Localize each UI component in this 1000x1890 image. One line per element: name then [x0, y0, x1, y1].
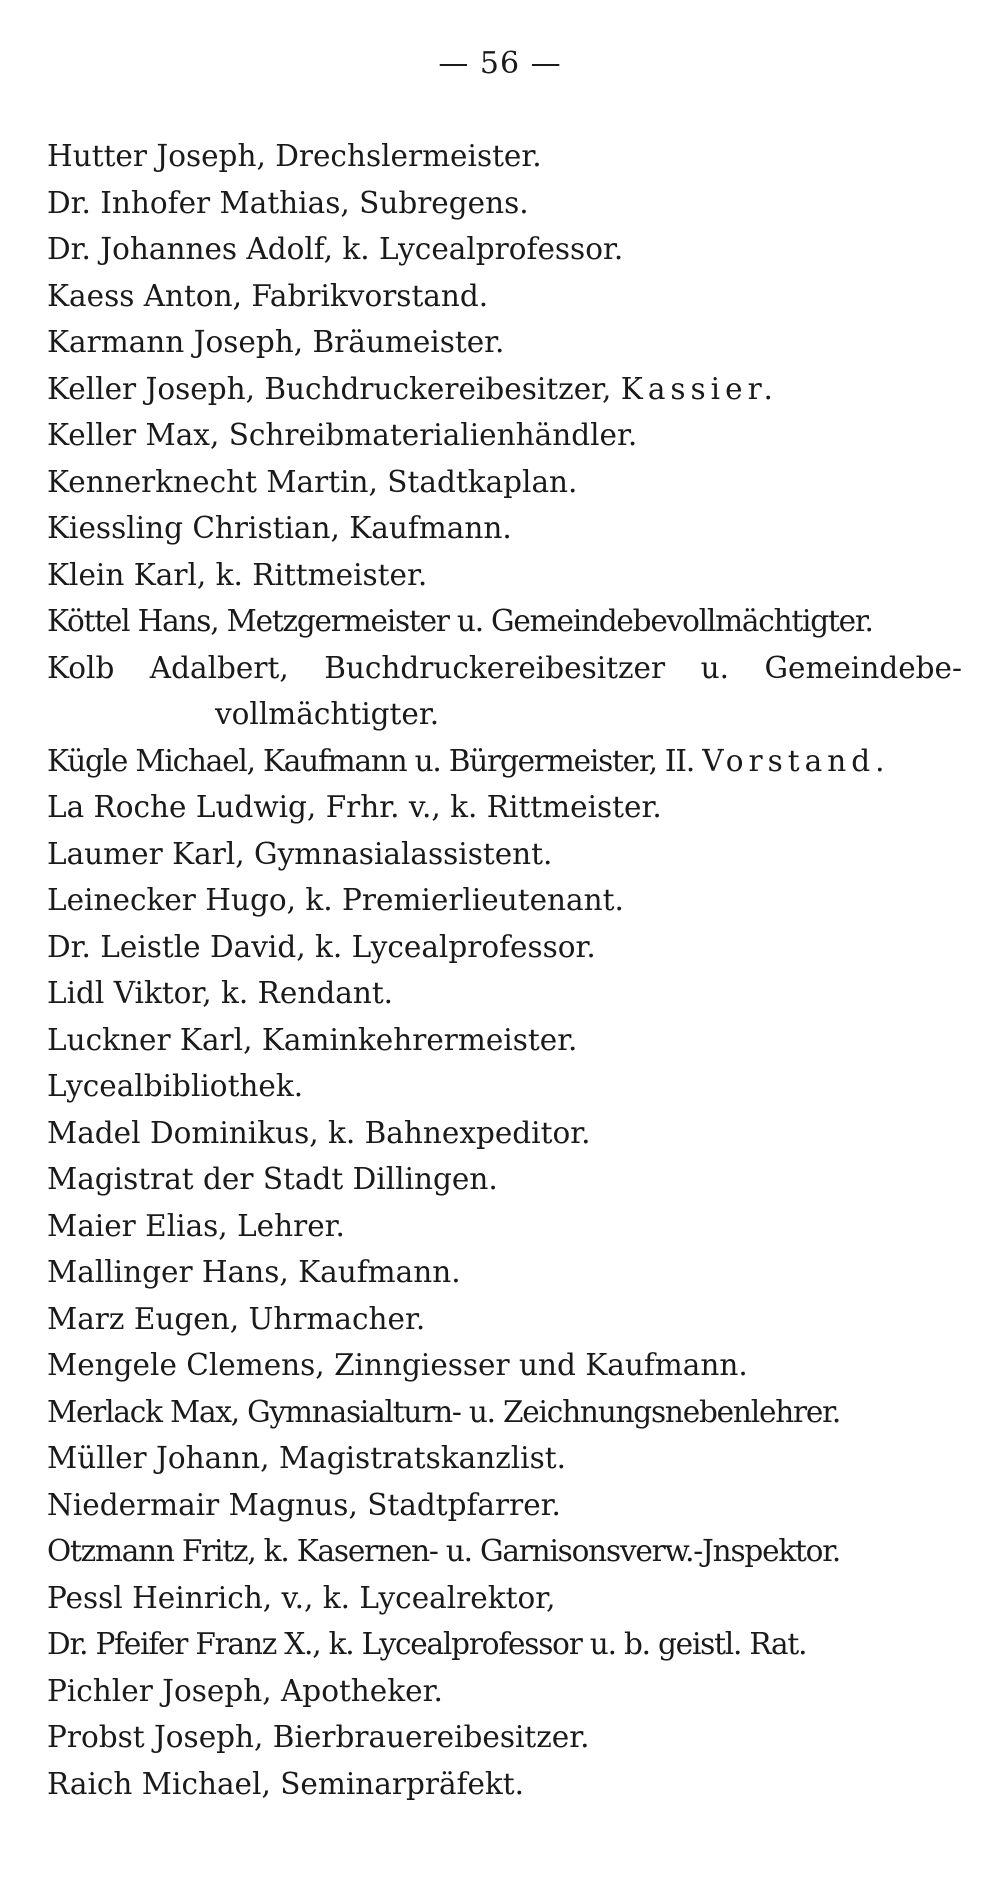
list-item [47, 1389, 962, 1436]
entry-text: Frhr. v., k. Rittmeister. [316, 790, 662, 824]
entry-name: Niedermair Magnus, [47, 1487, 358, 1522]
entry-text: k. Bahnexpeditor. [318, 1115, 591, 1150]
list-item [47, 738, 962, 785]
entry-text: Gymnasialassistent. [244, 836, 553, 871]
entry-text: Bräumeister. [303, 325, 505, 359]
entry-text: k. Rendant. [211, 976, 394, 1010]
entry-name: Lidl Viktor, [47, 976, 212, 1010]
entry-text: k. Lycealprofessor. [333, 232, 624, 266]
list-item [47, 1063, 962, 1110]
list-item [47, 459, 962, 506]
entry-text: Stadtkaplan. [377, 464, 578, 499]
entry-text: Kaufmann. [339, 511, 512, 545]
entry-text: Magistratskanzlist. [269, 1441, 566, 1475]
list-item [47, 1249, 962, 1296]
list-item [47, 1017, 962, 1064]
list-item [47, 924, 962, 971]
entry-text: Schreibmaterialienhändler. [219, 418, 638, 452]
entry-text: v., k. Lycealrektor, [272, 1580, 556, 1615]
entry-text: Buchdruckereibesitzer u. Gemeindebe- [288, 650, 962, 685]
entry-name: Pessl Heinrich, [47, 1580, 273, 1615]
list-item [47, 1296, 962, 1343]
list-item [47, 273, 962, 320]
entry-name: Dr. Leistle David, [47, 929, 306, 964]
entry-name: Raich Michael, [47, 1766, 271, 1801]
entry-name: Kennerknecht Martin, [47, 464, 378, 499]
entry-text: Seminarpräfekt. [270, 1766, 525, 1801]
entry-text: k. Lycealprofessor. [305, 929, 596, 964]
list-item [47, 1203, 962, 1250]
list-item [47, 505, 962, 552]
list-item [47, 319, 962, 366]
list-item [47, 1575, 962, 1622]
entry-name: Magistrat der Stadt Dillingen. [47, 1162, 498, 1196]
entry-text: Bierbrauereibesitzer. [263, 1720, 590, 1754]
entry-text: Buchdruckereibesitzer, [254, 371, 621, 406]
entry-text: Drechslermeister. [265, 139, 542, 173]
entry-text: Kaminkehrermeister. [252, 1022, 578, 1057]
entry-role: Kassier. [620, 371, 778, 406]
entry-name: Probst Joseph, [47, 1720, 264, 1754]
entry-name: Mallinger Hans, [47, 1255, 289, 1289]
list-item [47, 877, 962, 924]
entry-name: Merlack Max, [47, 1394, 239, 1429]
list-item [47, 1668, 962, 1715]
entry-name: Karmann Joseph, [47, 325, 304, 359]
entry-text: Fabrikvorstand. [242, 278, 489, 313]
entry-text: Kaufmann u. Bürgermeister, II. [254, 743, 703, 778]
entry-name: Keller Max, [47, 418, 220, 452]
entry-name: Köttel Hans, [47, 604, 219, 638]
entry-role: Vorstand. [702, 743, 890, 778]
entry-text: k. Kasernen- u. Garnisonsverw.-Jnspektor. [255, 1534, 841, 1568]
list-item [47, 1110, 962, 1157]
entry-name: Otzmann Fritz, [47, 1534, 256, 1568]
entry-name: Madel Dominikus, [47, 1115, 319, 1150]
list-item [47, 1156, 962, 1203]
entry-text: Stadtpfarrer. [357, 1487, 561, 1522]
entry-continuation: vollmächtigter. [215, 697, 440, 731]
entry-text: Gymnasialturn- u. Zeichnungsnebenlehrer. [238, 1394, 841, 1429]
list-item [47, 1528, 962, 1575]
entry-name: Müller Johann, [47, 1441, 270, 1475]
list-item [47, 1482, 962, 1529]
entry-name: Dr. Inhofer Mathias, [47, 185, 350, 220]
entry-name: Kolb Adalbert, [47, 650, 289, 685]
entry-text: Metzgermeister u. Gemeindebevollmächtigter. [218, 604, 873, 638]
member-list [47, 133, 962, 1807]
entry-text: k. Lycealprofessor u. b. geistl. Rat. [320, 1627, 807, 1661]
entry-name: Lycealbibliothek. [47, 1069, 304, 1103]
list-item [47, 366, 962, 413]
entry-text: Uhrmacher. [239, 1301, 426, 1336]
entry-name: Mengele Clemens, [47, 1348, 325, 1382]
entry-text: Subregens. [349, 185, 529, 220]
entry-text: Apotheker. [271, 1673, 443, 1708]
entry-name: Pichler Joseph, [47, 1673, 272, 1708]
list-item [47, 226, 962, 273]
list-item [47, 1621, 962, 1668]
entry-name: Dr. Johannes Adolf, [47, 232, 334, 266]
list-item [47, 1714, 962, 1761]
list-item [47, 831, 962, 878]
list-item [47, 552, 962, 599]
entry-name: Hutter Joseph, [47, 139, 266, 173]
entry-name: Leinecker Hugo, [47, 883, 297, 917]
list-item [47, 970, 962, 1017]
page-number: — 56 — [438, 46, 562, 81]
entry-name: Keller Joseph, [47, 371, 255, 406]
list-item [47, 180, 962, 227]
entry-name: Klein Karl, [47, 557, 207, 592]
list-item [47, 1761, 962, 1808]
list-item [47, 645, 962, 738]
entry-line-1 [47, 645, 962, 692]
entry-name: La Roche Ludwig, [47, 790, 317, 824]
list-item [47, 598, 962, 645]
list-item [47, 784, 962, 831]
list-item [47, 1435, 962, 1482]
entry-text: Lehrer. [227, 1208, 345, 1243]
entry-text: Zinngiesser und Kaufmann. [324, 1348, 748, 1382]
list-item [47, 1342, 962, 1389]
entry-name: Maier Elias, [47, 1208, 228, 1243]
list-item [47, 412, 962, 459]
entry-name: Luckner Karl, [47, 1022, 253, 1057]
list-item [47, 133, 962, 180]
entry-name: Laumer Karl, [47, 836, 245, 871]
entry-name: Kiessling Christian, [47, 511, 340, 545]
entry-text: k. Premierlieutenant. [296, 883, 624, 917]
entry-text: k. Rittmeister. [206, 557, 428, 592]
entry-name: Kaess Anton, [47, 278, 243, 313]
entry-text: Kaufmann. [288, 1255, 461, 1289]
entry-name: Kügle Michael, [47, 743, 255, 778]
entry-name: Marz Eugen, [47, 1301, 240, 1336]
entry-name: Dr. Pfeifer Franz X., [47, 1627, 321, 1661]
